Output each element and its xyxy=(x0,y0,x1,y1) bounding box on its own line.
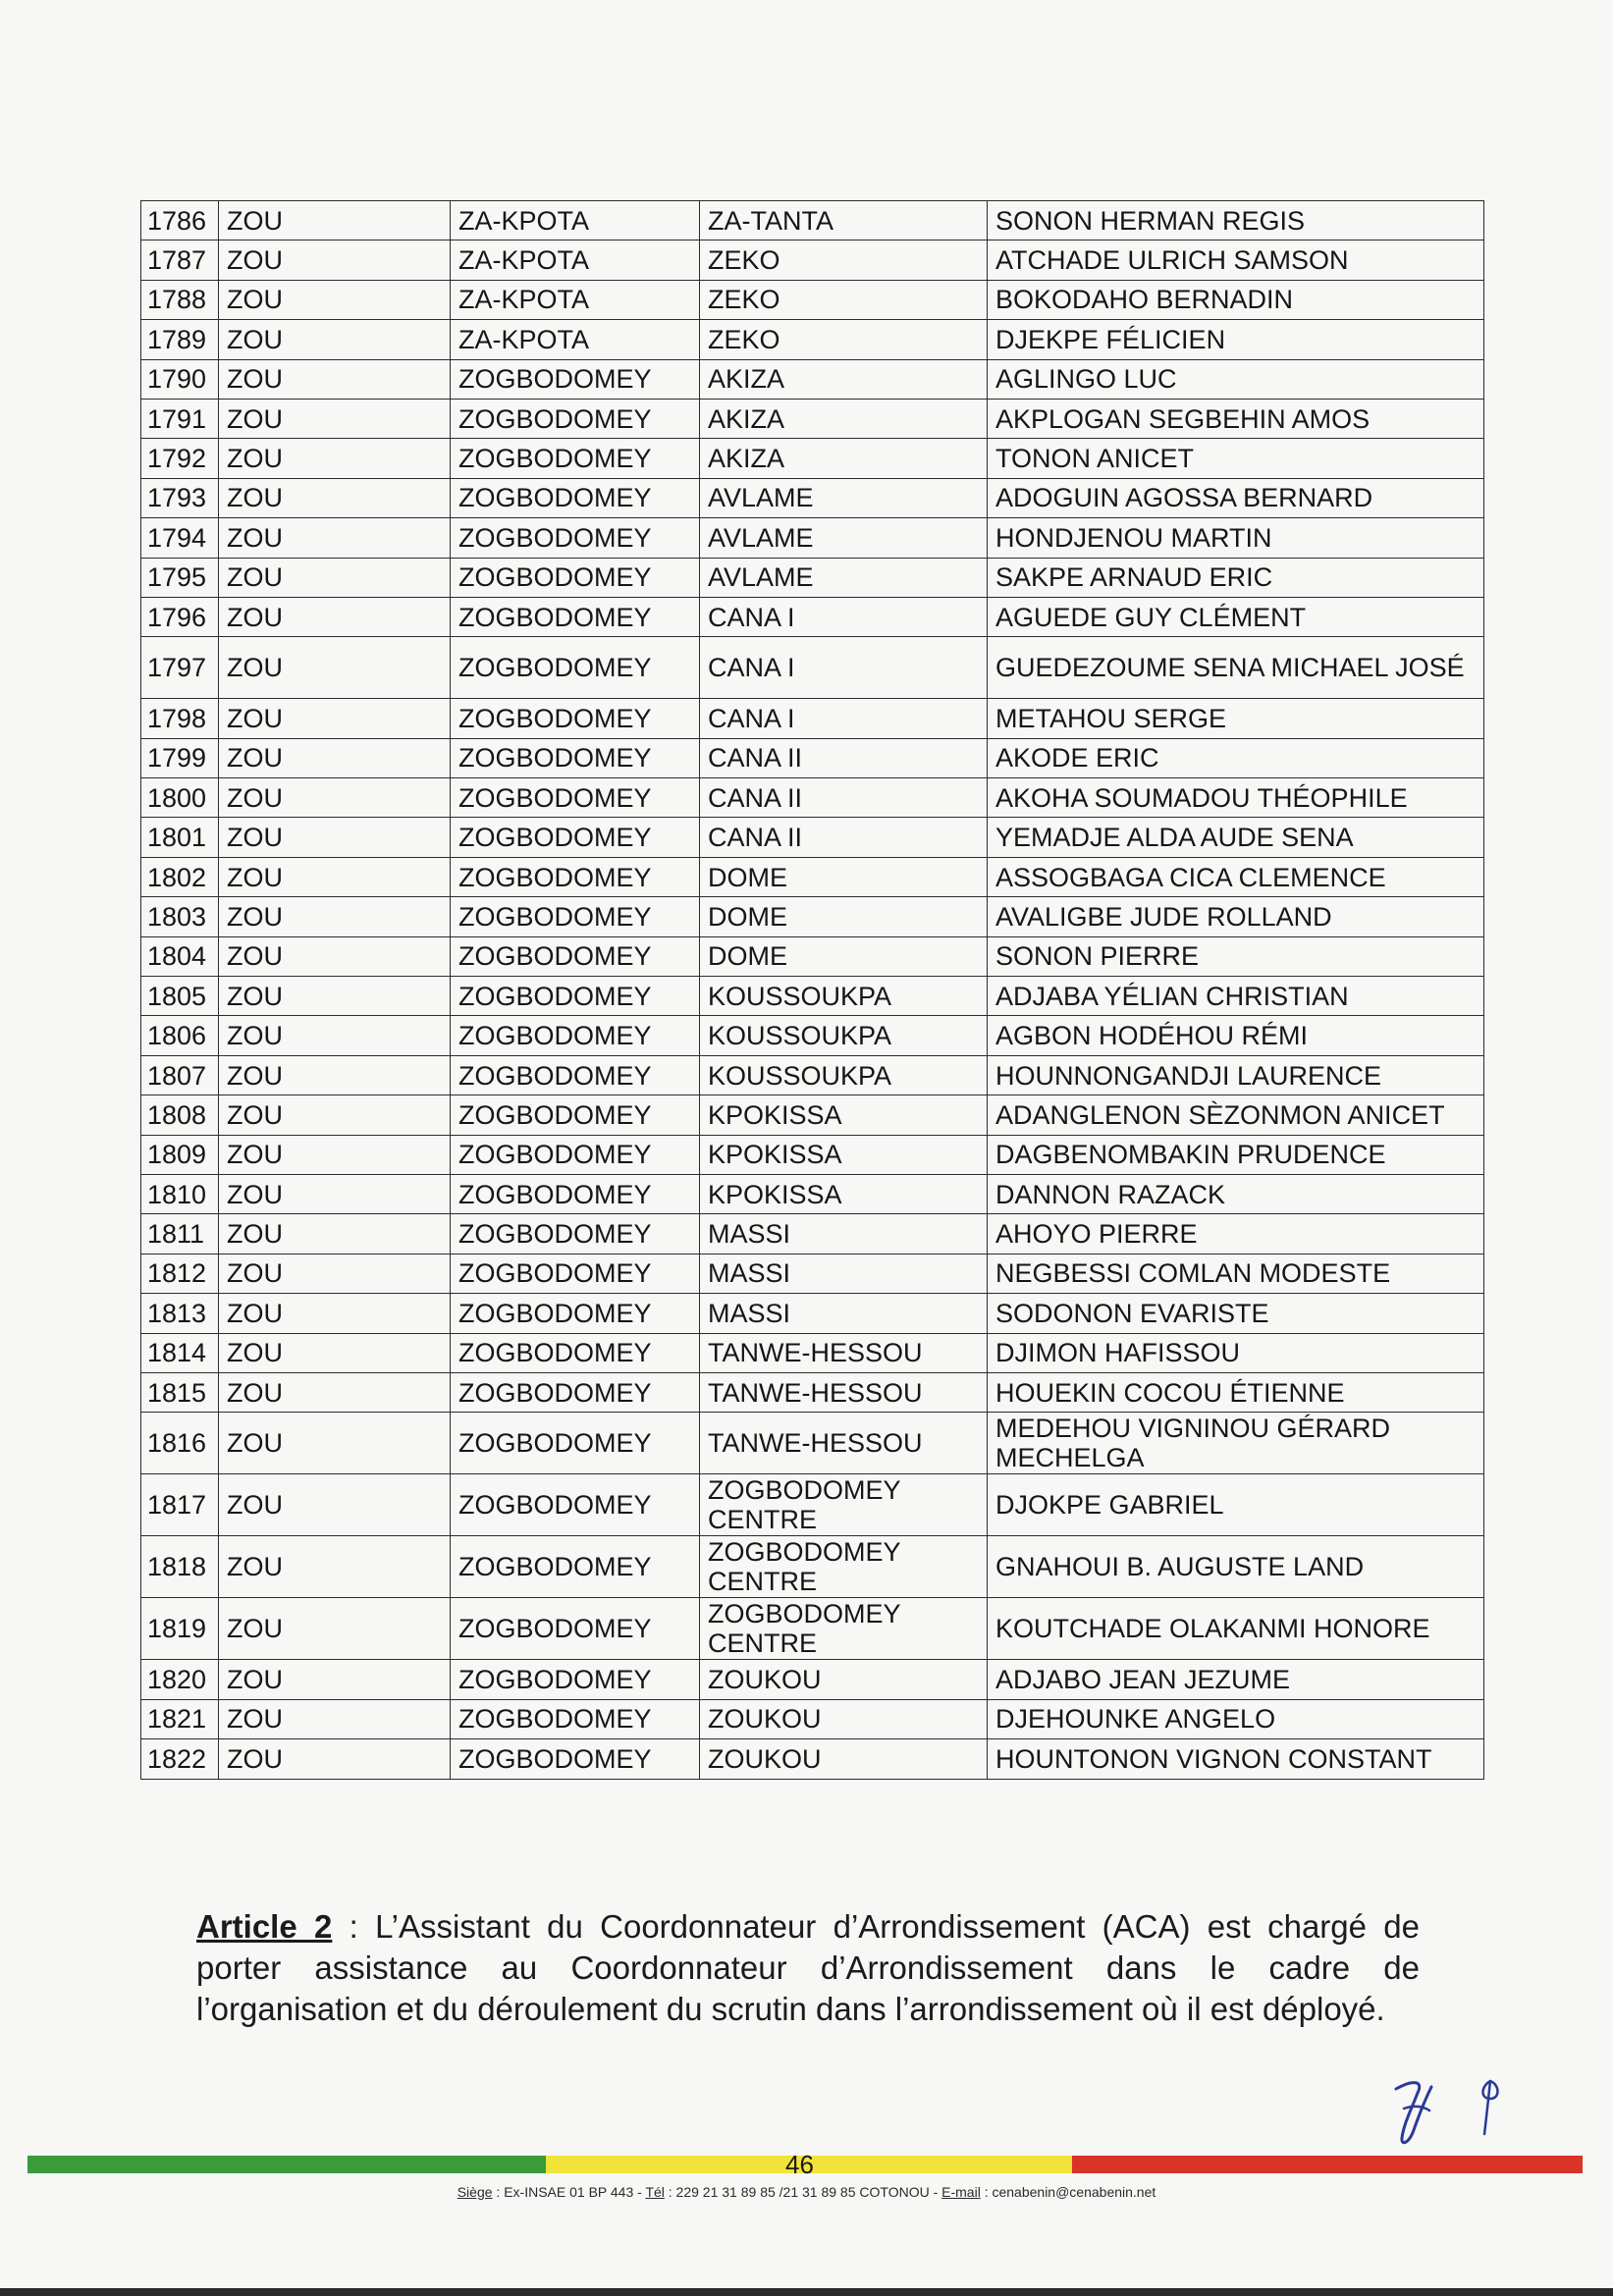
cell-department: ZOU xyxy=(219,240,451,280)
cell-commune: ZOGBODOMEY xyxy=(451,1254,700,1293)
cell-department: ZOU xyxy=(219,518,451,558)
cell-arrondissement: KOUSSOUKPA xyxy=(700,1016,988,1055)
cell-department: ZOU xyxy=(219,1660,451,1699)
cell-department: ZOU xyxy=(219,1016,451,1055)
cell-row-number: 1799 xyxy=(141,738,219,777)
cell-row-number: 1809 xyxy=(141,1135,219,1174)
cell-commune: ZOGBODOMEY xyxy=(451,738,700,777)
cell-assistant-name: HOUNTONON VIGNON CONSTANT xyxy=(988,1739,1484,1779)
table-row xyxy=(141,1294,1484,1333)
cell-commune: ZOGBODOMEY xyxy=(451,1739,700,1779)
cell-row-number: 1806 xyxy=(141,1016,219,1055)
cell-department: ZOU xyxy=(219,280,451,319)
cell-row-number: 1790 xyxy=(141,359,219,399)
cell-row-number: 1817 xyxy=(141,1474,219,1536)
cell-arrondissement: MASSI xyxy=(700,1294,988,1333)
cell-commune: ZOGBODOMEY xyxy=(451,1214,700,1254)
table-row xyxy=(141,778,1484,818)
cell-commune: ZOGBODOMEY xyxy=(451,597,700,636)
cell-assistant-name: ADANGLENON SÈZONMON ANICET xyxy=(988,1095,1484,1135)
cell-assistant-name: HOUEKIN COCOU ÉTIENNE xyxy=(988,1372,1484,1412)
cell-commune: ZOGBODOMEY xyxy=(451,936,700,976)
cell-commune: ZOGBODOMEY xyxy=(451,778,700,818)
cell-commune: ZOGBODOMEY xyxy=(451,897,700,936)
cell-assistant-name: DJOKPE GABRIEL xyxy=(988,1474,1484,1536)
cell-assistant-name: ASSOGBAGA CICA CLEMENCE xyxy=(988,857,1484,896)
cell-row-number: 1814 xyxy=(141,1333,219,1372)
cell-assistant-name: DAGBENOMBAKIN PRUDENCE xyxy=(988,1135,1484,1174)
cell-commune: ZOGBODOMEY xyxy=(451,1095,700,1135)
cell-department: ZOU xyxy=(219,1474,451,1536)
cell-assistant-name: ADJABA YÉLIAN CHRISTIAN xyxy=(988,977,1484,1016)
cell-assistant-name: ADOGUIN AGOSSA BERNARD xyxy=(988,478,1484,517)
cell-department: ZOU xyxy=(219,936,451,976)
cell-arrondissement: DOME xyxy=(700,936,988,976)
cell-department: ZOU xyxy=(219,778,451,818)
cell-assistant-name: ATCHADE ULRICH SAMSON xyxy=(988,240,1484,280)
cell-assistant-name: METAHOU SERGE xyxy=(988,699,1484,738)
cell-row-number: 1789 xyxy=(141,320,219,359)
table-row xyxy=(141,478,1484,517)
cell-assistant-name: AGLINGO LUC xyxy=(988,359,1484,399)
cell-commune: ZOGBODOMEY xyxy=(451,478,700,517)
table-row xyxy=(141,637,1484,699)
table-row xyxy=(141,1214,1484,1254)
flag-stripe-green xyxy=(27,2156,546,2173)
cell-department: ZOU xyxy=(219,818,451,857)
table-row xyxy=(141,818,1484,857)
table-row xyxy=(141,897,1484,936)
cell-assistant-name: AGUEDE GUY CLÉMENT xyxy=(988,597,1484,636)
cell-department: ZOU xyxy=(219,1294,451,1333)
cell-assistant-name: HOUNNONGANDJI LAURENCE xyxy=(988,1055,1484,1095)
table-row xyxy=(141,1474,1484,1536)
cell-assistant-name: TONON ANICET xyxy=(988,439,1484,478)
cell-assistant-name: AGBON HODÉHOU RÉMI xyxy=(988,1016,1484,1055)
cell-commune: ZOGBODOMEY xyxy=(451,1536,700,1598)
footer-siege-label: Siège xyxy=(457,2184,493,2200)
cell-commune: ZOGBODOMEY xyxy=(451,1699,700,1738)
table-row xyxy=(141,1413,1484,1474)
cell-row-number: 1813 xyxy=(141,1294,219,1333)
cell-arrondissement: ZOUKOU xyxy=(700,1699,988,1738)
cell-assistant-name: MEDEHOU VIGNINOU GÉRARD MECHELGA xyxy=(988,1413,1484,1474)
table-row xyxy=(141,240,1484,280)
cell-arrondissement: CANA II xyxy=(700,818,988,857)
cell-row-number: 1804 xyxy=(141,936,219,976)
cell-arrondissement: CANA II xyxy=(700,778,988,818)
cell-commune: ZA-KPOTA xyxy=(451,280,700,319)
cell-department: ZOU xyxy=(219,359,451,399)
cell-row-number: 1801 xyxy=(141,818,219,857)
cell-row-number: 1808 xyxy=(141,1095,219,1135)
cell-row-number: 1794 xyxy=(141,518,219,558)
page-number: 46 xyxy=(785,2150,814,2179)
cell-arrondissement: AVLAME xyxy=(700,558,988,597)
cell-department: ZOU xyxy=(219,399,451,438)
cell-arrondissement: CANA I xyxy=(700,699,988,738)
roster-table xyxy=(140,200,1484,1780)
cell-commune: ZOGBODOMEY xyxy=(451,977,700,1016)
cell-department: ZOU xyxy=(219,977,451,1016)
cell-assistant-name: AHOYO PIERRE xyxy=(988,1214,1484,1254)
cell-assistant-name: DANNON RAZACK xyxy=(988,1174,1484,1213)
cell-assistant-name: NEGBESSI COMLAN MODESTE xyxy=(988,1254,1484,1293)
table-row xyxy=(141,1333,1484,1372)
table-row xyxy=(141,1016,1484,1055)
cell-commune: ZOGBODOMEY xyxy=(451,1474,700,1536)
cell-row-number: 1816 xyxy=(141,1413,219,1474)
roster-table-body xyxy=(141,201,1484,1780)
cell-commune: ZA-KPOTA xyxy=(451,201,700,240)
cell-commune: ZOGBODOMEY xyxy=(451,1333,700,1372)
cell-arrondissement: TANWE-HESSOU xyxy=(700,1372,988,1412)
footer-email-label: E-mail xyxy=(941,2184,981,2200)
cell-row-number: 1803 xyxy=(141,897,219,936)
cell-arrondissement: AKIZA xyxy=(700,399,988,438)
cell-arrondissement: MASSI xyxy=(700,1214,988,1254)
cell-commune: ZOGBODOMEY xyxy=(451,1135,700,1174)
cell-commune: ZOGBODOMEY xyxy=(451,1372,700,1412)
cell-commune: ZOGBODOMEY xyxy=(451,558,700,597)
cell-department: ZOU xyxy=(219,857,451,896)
footer-siege-value: : Ex-INSAE 01 BP 443 - xyxy=(492,2184,646,2200)
cell-arrondissement: KOUSSOUKPA xyxy=(700,1055,988,1095)
table-row xyxy=(141,1739,1484,1779)
cell-department: ZOU xyxy=(219,738,451,777)
cell-commune: ZOGBODOMEY xyxy=(451,1598,700,1660)
cell-arrondissement: ZOUKOU xyxy=(700,1739,988,1779)
table-row xyxy=(141,518,1484,558)
cell-row-number: 1822 xyxy=(141,1739,219,1779)
article-2-text: : L’Assistant du Coordonnateur d’Arrondissement (ACA) est chargé de porter assistance au Coordonnateur d’Arrondissement dans le cadre de l’organisation et du déroulement du scrutin dans l’arrondissement où il est déployé. xyxy=(196,1908,1420,2027)
cell-commune: ZOGBODOMEY xyxy=(451,1660,700,1699)
cell-row-number: 1788 xyxy=(141,280,219,319)
table-row xyxy=(141,320,1484,359)
cell-department: ZOU xyxy=(219,1055,451,1095)
table-row xyxy=(141,399,1484,438)
table-row xyxy=(141,1135,1484,1174)
cell-arrondissement: ZEKO xyxy=(700,320,988,359)
cell-assistant-name: BOKODAHO BERNADIN xyxy=(988,280,1484,319)
cell-commune: ZOGBODOMEY xyxy=(451,1413,700,1474)
cell-assistant-name: AVALIGBE JUDE ROLLAND xyxy=(988,897,1484,936)
cell-row-number: 1815 xyxy=(141,1372,219,1412)
cell-department: ZOU xyxy=(219,320,451,359)
cell-commune: ZOGBODOMEY xyxy=(451,1294,700,1333)
cell-assistant-name: SONON HERMAN REGIS xyxy=(988,201,1484,240)
cell-department: ZOU xyxy=(219,1699,451,1738)
footer-tel-value: : 229 21 31 89 85 /21 31 89 85 COTONOU - xyxy=(664,2184,942,2200)
table-row xyxy=(141,699,1484,738)
cell-row-number: 1807 xyxy=(141,1055,219,1095)
cell-commune: ZOGBODOMEY xyxy=(451,439,700,478)
cell-arrondissement: CANA I xyxy=(700,597,988,636)
cell-department: ZOU xyxy=(219,637,451,699)
cell-department: ZOU xyxy=(219,201,451,240)
cell-arrondissement: TANWE-HESSOU xyxy=(700,1413,988,1474)
cell-assistant-name: ADJABO JEAN JEZUME xyxy=(988,1660,1484,1699)
cell-department: ZOU xyxy=(219,1536,451,1598)
cell-arrondissement: CANA I xyxy=(700,637,988,699)
cell-row-number: 1795 xyxy=(141,558,219,597)
cell-assistant-name: GNAHOUI B. AUGUSTE LAND xyxy=(988,1536,1484,1598)
cell-row-number: 1797 xyxy=(141,637,219,699)
cell-arrondissement: AKIZA xyxy=(700,439,988,478)
cell-assistant-name: AKOHA SOUMADOU THÉOPHILE xyxy=(988,778,1484,818)
table-row xyxy=(141,1598,1484,1660)
table-row xyxy=(141,738,1484,777)
cell-department: ZOU xyxy=(219,699,451,738)
cell-row-number: 1819 xyxy=(141,1598,219,1660)
cell-arrondissement: ZOUKOU xyxy=(700,1660,988,1699)
cell-row-number: 1805 xyxy=(141,977,219,1016)
cell-department: ZOU xyxy=(219,1135,451,1174)
cell-commune: ZA-KPOTA xyxy=(451,240,700,280)
scan-bottom-edge xyxy=(0,2288,1613,2296)
table-row xyxy=(141,359,1484,399)
cell-row-number: 1793 xyxy=(141,478,219,517)
cell-commune: ZOGBODOMEY xyxy=(451,399,700,438)
cell-commune: ZOGBODOMEY xyxy=(451,1055,700,1095)
cell-commune: ZOGBODOMEY xyxy=(451,1174,700,1213)
cell-arrondissement: KPOKISSA xyxy=(700,1174,988,1213)
cell-assistant-name: SAKPE ARNAUD ERIC xyxy=(988,558,1484,597)
table-row xyxy=(141,936,1484,976)
cell-arrondissement: ZOGBODOMEY CENTRE xyxy=(700,1536,988,1598)
table-row xyxy=(141,857,1484,896)
cell-row-number: 1810 xyxy=(141,1174,219,1213)
cell-commune: ZOGBODOMEY xyxy=(451,857,700,896)
cell-arrondissement: MASSI xyxy=(700,1254,988,1293)
cell-department: ZOU xyxy=(219,1214,451,1254)
cell-row-number: 1800 xyxy=(141,778,219,818)
cell-arrondissement: ZOGBODOMEY CENTRE xyxy=(700,1474,988,1536)
cell-commune: ZOGBODOMEY xyxy=(451,359,700,399)
cell-commune: ZOGBODOMEY xyxy=(451,818,700,857)
cell-department: ZOU xyxy=(219,897,451,936)
cell-assistant-name: DJEKPE FÉLICIEN xyxy=(988,320,1484,359)
cell-department: ZOU xyxy=(219,1739,451,1779)
article-2-title: Article 2 xyxy=(196,1908,333,1945)
cell-assistant-name: GUEDEZOUME SENA MICHAEL JOSÉ xyxy=(988,637,1484,699)
flag-stripe-red xyxy=(1072,2156,1583,2173)
cell-commune: ZOGBODOMEY xyxy=(451,518,700,558)
table-row xyxy=(141,439,1484,478)
cell-commune: ZOGBODOMEY xyxy=(451,699,700,738)
footer-tel-label: Tél xyxy=(645,2184,665,2200)
cell-row-number: 1812 xyxy=(141,1254,219,1293)
table-row xyxy=(141,977,1484,1016)
cell-row-number: 1792 xyxy=(141,439,219,478)
table-row xyxy=(141,1699,1484,1738)
cell-row-number: 1786 xyxy=(141,201,219,240)
cell-department: ZOU xyxy=(219,597,451,636)
cell-arrondissement: AKIZA xyxy=(700,359,988,399)
cell-department: ZOU xyxy=(219,1174,451,1213)
table-row xyxy=(141,201,1484,240)
cell-department: ZOU xyxy=(219,478,451,517)
cell-commune: ZOGBODOMEY xyxy=(451,1016,700,1055)
cell-assistant-name: KOUTCHADE OLAKANMI HONORE xyxy=(988,1598,1484,1660)
cell-assistant-name: YEMADJE ALDA AUDE SENA xyxy=(988,818,1484,857)
cell-arrondissement: DOME xyxy=(700,897,988,936)
cell-row-number: 1820 xyxy=(141,1660,219,1699)
roster-table-container xyxy=(140,200,1483,1780)
table-row xyxy=(141,1536,1484,1598)
cell-arrondissement: ZA-TANTA xyxy=(700,201,988,240)
cell-arrondissement: ZOGBODOMEY CENTRE xyxy=(700,1598,988,1660)
cell-assistant-name: HONDJENOU MARTIN xyxy=(988,518,1484,558)
cell-arrondissement: KPOKISSA xyxy=(700,1135,988,1174)
cell-arrondissement: CANA II xyxy=(700,738,988,777)
cell-arrondissement: ZEKO xyxy=(700,240,988,280)
cell-row-number: 1791 xyxy=(141,399,219,438)
table-row xyxy=(141,1372,1484,1412)
footer-email-value: : cenabenin@cenabenin.net xyxy=(980,2184,1156,2200)
cell-row-number: 1798 xyxy=(141,699,219,738)
cell-row-number: 1796 xyxy=(141,597,219,636)
table-row xyxy=(141,1174,1484,1213)
cell-arrondissement: KPOKISSA xyxy=(700,1095,988,1135)
cell-row-number: 1821 xyxy=(141,1699,219,1738)
cell-arrondissement: TANWE-HESSOU xyxy=(700,1333,988,1372)
cell-arrondissement: AVLAME xyxy=(700,518,988,558)
cell-department: ZOU xyxy=(219,1413,451,1474)
cell-department: ZOU xyxy=(219,558,451,597)
cell-department: ZOU xyxy=(219,1254,451,1293)
table-row xyxy=(141,597,1484,636)
cell-row-number: 1802 xyxy=(141,857,219,896)
cell-arrondissement: DOME xyxy=(700,857,988,896)
cell-assistant-name: DJEHOUNKE ANGELO xyxy=(988,1699,1484,1738)
cell-assistant-name: DJIMON HAFISSOU xyxy=(988,1333,1484,1372)
cell-commune: ZOGBODOMEY xyxy=(451,637,700,699)
cell-arrondissement: ZEKO xyxy=(700,280,988,319)
cell-arrondissement: AVLAME xyxy=(700,478,988,517)
cell-assistant-name: AKODE ERIC xyxy=(988,738,1484,777)
table-row xyxy=(141,280,1484,319)
handwritten-initials-signature xyxy=(1374,2069,1522,2158)
cell-assistant-name: SODONON EVARISTE xyxy=(988,1294,1484,1333)
cell-assistant-name: AKPLOGAN SEGBEHIN AMOS xyxy=(988,399,1484,438)
cell-row-number: 1787 xyxy=(141,240,219,280)
table-row xyxy=(141,1254,1484,1293)
cell-department: ZOU xyxy=(219,1598,451,1660)
footer-contact xyxy=(0,2184,1613,2200)
table-row xyxy=(141,558,1484,597)
cell-department: ZOU xyxy=(219,1333,451,1372)
table-row xyxy=(141,1660,1484,1699)
cell-row-number: 1811 xyxy=(141,1214,219,1254)
article-2-paragraph xyxy=(196,1906,1420,2030)
cell-department: ZOU xyxy=(219,1372,451,1412)
cell-department: ZOU xyxy=(219,1095,451,1135)
table-row xyxy=(141,1095,1484,1135)
cell-row-number: 1818 xyxy=(141,1536,219,1598)
table-row xyxy=(141,1055,1484,1095)
cell-department: ZOU xyxy=(219,439,451,478)
cell-commune: ZA-KPOTA xyxy=(451,320,700,359)
cell-assistant-name: SONON PIERRE xyxy=(988,936,1484,976)
cell-arrondissement: KOUSSOUKPA xyxy=(700,977,988,1016)
